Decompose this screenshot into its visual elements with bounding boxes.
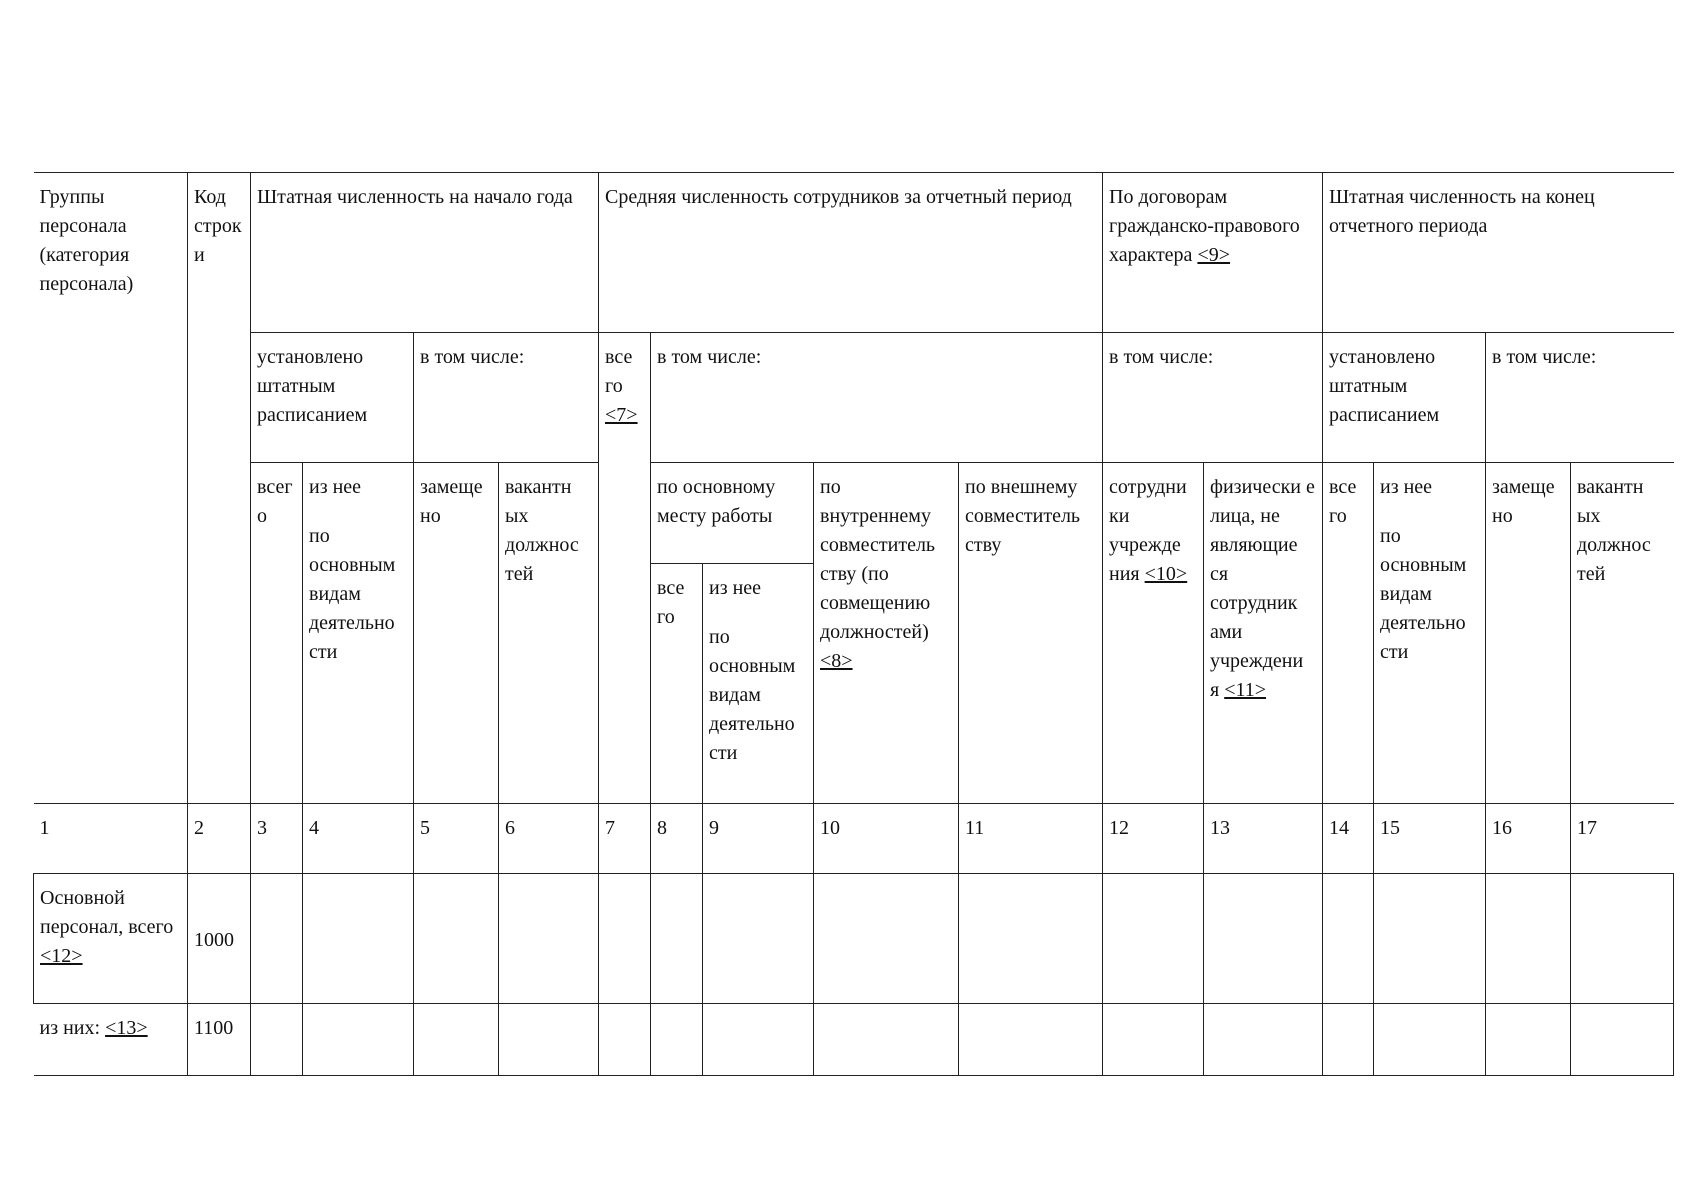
header-average: Средняя численность сотрудников за отчетный период: [599, 173, 1103, 333]
col-number: 17: [1571, 804, 1674, 874]
footnote-ref-10[interactable]: <10>: [1144, 563, 1188, 585]
row-label: из них: <13>: [34, 1004, 188, 1076]
data-cell[interactable]: [251, 874, 303, 1004]
data-cell[interactable]: [1323, 1004, 1374, 1076]
col-number: 6: [499, 804, 599, 874]
row-label: Основной персонал, всего <12>: [34, 874, 188, 1004]
header-external: по внешнему совместитель ству: [959, 463, 1103, 804]
footnote-ref-7[interactable]: <7>: [605, 404, 638, 426]
header-employees: сотрудни ки учрежде ния <10>: [1103, 463, 1204, 804]
row-code: 1000: [188, 874, 251, 1004]
header-start-year: Штатная численность на начало года: [251, 173, 599, 333]
col-number: 11: [959, 804, 1103, 874]
data-cell[interactable]: [651, 1004, 703, 1076]
data-cell[interactable]: [651, 874, 703, 1004]
header-code: Код строки: [188, 173, 251, 804]
header-established-start: установлено штатным расписанием: [251, 333, 414, 463]
col-number: 16: [1486, 804, 1571, 874]
table-row: [34, 1004, 1674, 1076]
data-cell[interactable]: [703, 1004, 814, 1076]
header-end-period: Штатная численность на конец отчетного периода: [1323, 173, 1674, 333]
data-cell[interactable]: [959, 1004, 1103, 1076]
data-cell[interactable]: [1204, 1004, 1323, 1076]
data-cell[interactable]: [414, 874, 499, 1004]
header-internal: по внутреннему совместитель ству (по совмещению должностей) <8>: [814, 463, 959, 804]
header-avg-total: все го <7>: [599, 333, 651, 804]
col-number: 1: [34, 804, 188, 874]
header-total-end: все го: [1323, 463, 1374, 804]
data-cell[interactable]: [414, 1004, 499, 1076]
data-cell[interactable]: [1571, 1004, 1674, 1076]
data-cell[interactable]: [1374, 874, 1486, 1004]
footnote-ref-8[interactable]: <8>: [820, 650, 853, 672]
data-cell[interactable]: [499, 1004, 599, 1076]
col-number: 4: [303, 804, 414, 874]
header-groups: Группы персонала (категория персонала): [34, 173, 188, 804]
staff-table: [33, 172, 1674, 1076]
data-cell[interactable]: [599, 1004, 651, 1076]
col-number: 8: [651, 804, 703, 874]
data-cell[interactable]: [303, 874, 414, 1004]
header-established-end: установлено штатным расписанием: [1323, 333, 1486, 463]
header-main-activity-start: из нее по основным видам деятельно сти: [303, 463, 414, 804]
data-cell[interactable]: [1103, 874, 1204, 1004]
footnote-ref-11[interactable]: <11>: [1224, 679, 1267, 701]
col-number: 12: [1103, 804, 1204, 874]
footnote-ref-9[interactable]: <9>: [1197, 244, 1230, 266]
header-including-start: в том числе:: [414, 333, 599, 463]
header-main-place-activity: из нее по основным видам деятельно сти: [703, 564, 814, 804]
data-cell[interactable]: [499, 874, 599, 1004]
col-number: 10: [814, 804, 959, 874]
header-filled-start: замеще но: [414, 463, 499, 804]
col-number: 9: [703, 804, 814, 874]
header-vacant-end: вакантн ых должнос тей: [1571, 463, 1674, 804]
data-cell[interactable]: [814, 1004, 959, 1076]
header-including-avg: в том числе:: [651, 333, 1103, 463]
col-number: 15: [1374, 804, 1486, 874]
header-main-place-total: все го: [651, 564, 703, 804]
data-cell[interactable]: [1486, 1004, 1571, 1076]
col-number: 2: [188, 804, 251, 874]
col-number: 7: [599, 804, 651, 874]
data-cell[interactable]: [703, 874, 814, 1004]
data-cell[interactable]: [1374, 1004, 1486, 1076]
data-cell[interactable]: [1103, 1004, 1204, 1076]
data-cell[interactable]: [1204, 874, 1323, 1004]
data-cell[interactable]: [303, 1004, 414, 1076]
header-filled-end: замеще но: [1486, 463, 1571, 804]
data-cell[interactable]: [814, 874, 959, 1004]
header-including-civil: в том числе:: [1103, 333, 1323, 463]
data-cell[interactable]: [599, 874, 651, 1004]
table-row: [34, 874, 1674, 1004]
data-cell[interactable]: [1323, 874, 1374, 1004]
header-including-end: в том числе:: [1486, 333, 1674, 463]
header-vacant-start: вакантн ых должнос тей: [499, 463, 599, 804]
footnote-ref-13[interactable]: <13>: [105, 1017, 148, 1039]
col-number: 13: [1204, 804, 1323, 874]
header-individuals: физически е лица, не являющие ся сотрудник ами учреждени я <11>: [1204, 463, 1323, 804]
data-cell[interactable]: [959, 874, 1103, 1004]
data-cell[interactable]: [251, 1004, 303, 1076]
header-main-place: по основному месту работы: [651, 463, 814, 564]
row-code: 1100: [188, 1004, 251, 1076]
footnote-ref-12[interactable]: <12>: [40, 945, 83, 967]
data-cell[interactable]: [1486, 874, 1571, 1004]
col-number: 14: [1323, 804, 1374, 874]
col-number: 3: [251, 804, 303, 874]
header-civil-contracts: По договорам гражданско-правового характера <9>: [1103, 173, 1323, 333]
header-total-start: всег о: [251, 463, 303, 804]
header-main-activity-end: из нее по основным видам деятельно сти: [1374, 463, 1486, 804]
col-number: 5: [414, 804, 499, 874]
data-cell[interactable]: [1571, 874, 1674, 1004]
